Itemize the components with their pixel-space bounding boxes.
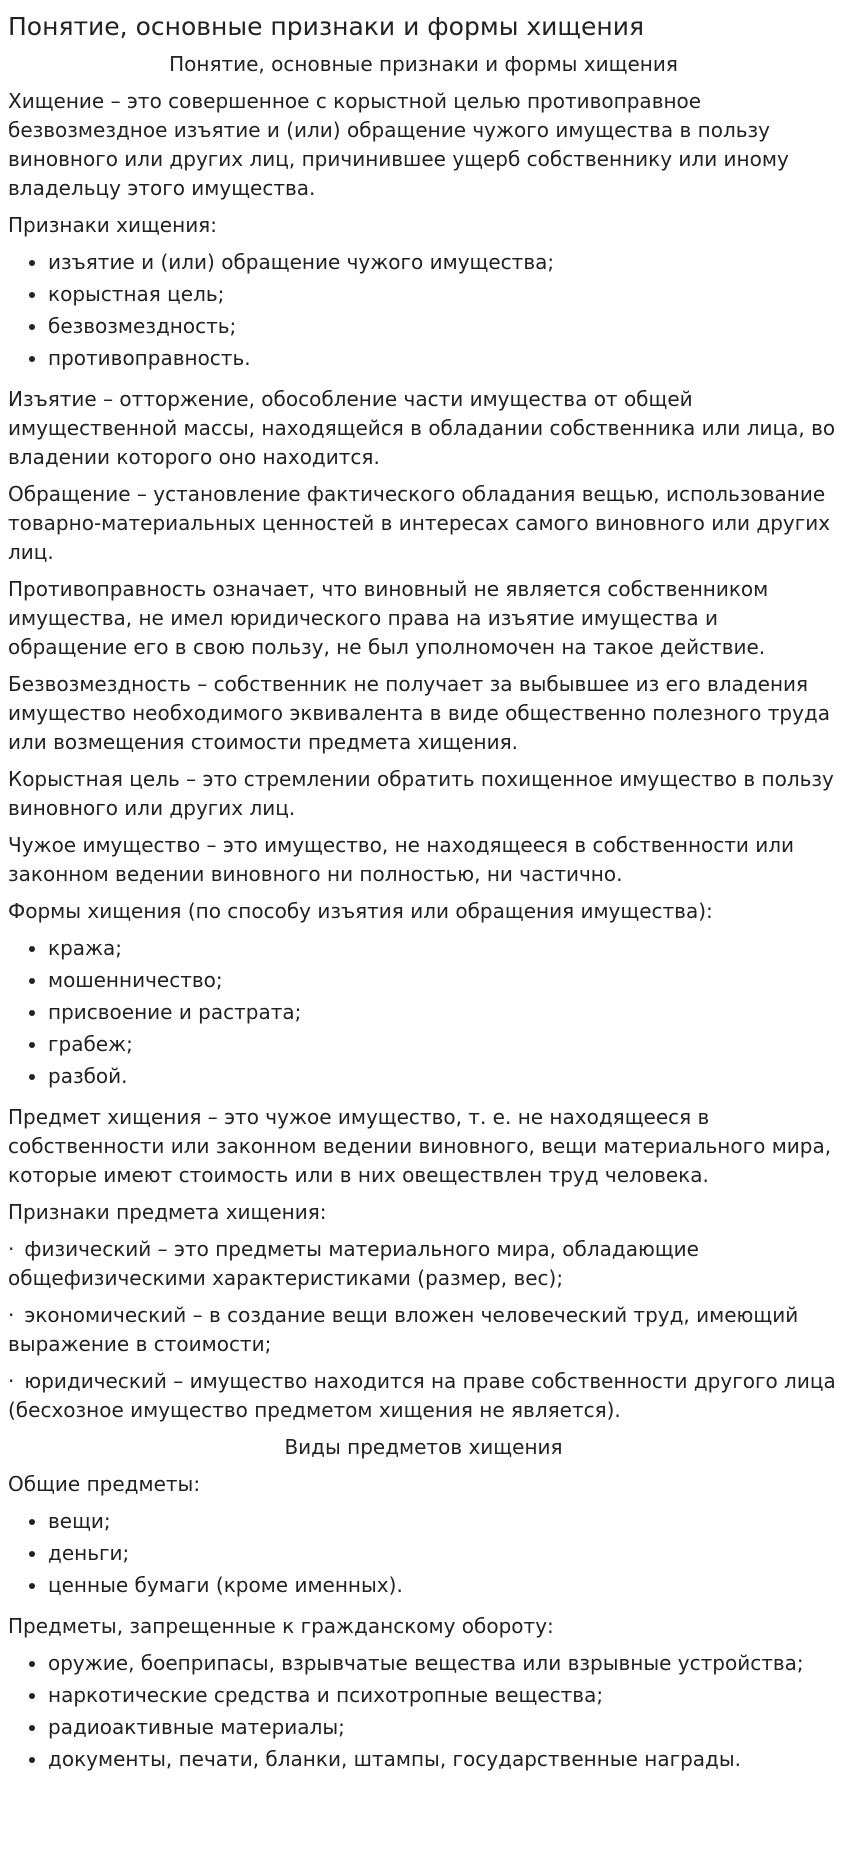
list-item: • мошенничество; xyxy=(48,966,839,995)
bullet-dot: · xyxy=(8,1237,15,1261)
signs-list xyxy=(8,248,839,373)
definition-paragraph: Хищение – это совершенное с корыстной целью противоправное безвозмездное изъятие и (или) обращение чужого имущества в пользу виновного или других лиц, причинившее ущерб собственнику или иному владельцу этого имущества. xyxy=(8,89,789,200)
list-item: • разбой. xyxy=(48,1062,839,1091)
signs-heading: Признаки хищения: xyxy=(8,213,217,237)
types-heading: Виды предметов хищения xyxy=(284,1435,563,1459)
paragraph-mercenary-goal: Корыстная цель – это стремлении обратить похищенное имущество в пользу виновного или других лиц. xyxy=(8,767,834,820)
list-item: • присвоение и растрата; xyxy=(48,998,839,1027)
list-item: • противоправность. xyxy=(48,344,839,373)
list-item: • изъятие и (или) обращение чужого имущества; xyxy=(48,248,839,277)
list-item: • кража; xyxy=(48,934,839,963)
list-item: • ценные бумаги (кроме именных). xyxy=(48,1571,839,1600)
paragraph-unlawfulness: Противоправность означает, что виновный не является собственником имущества, не имел юридического права на изъятие имущества и обращение его в свою пользу, не был уполномочен на такое действие. xyxy=(8,577,769,659)
subject-sign-text: юридический – имущество находится на праве собственности другого лица (бесхозное имущество предметом хищения не является). xyxy=(8,1369,836,1422)
page-title: Понятие, основные признаки и формы хищения xyxy=(8,12,644,41)
paragraph-foreign-property: Чужое имущество – это имущество, не находящееся в собственности или законном ведении виновного ни полностью, ни частично. xyxy=(8,833,795,886)
general-items-list xyxy=(8,1507,839,1600)
subject-definition: Предмет хищения – это чужое имущество, т. е. не находящееся в собственности или законном ведении виновного, вещи материального мира, которые имеют стоимость или в них овеществлен труд человека. xyxy=(8,1105,832,1187)
list-item: • документы, печати, бланки, штампы, государственные награды. xyxy=(48,1745,839,1774)
bullet-dot: · xyxy=(8,1369,15,1393)
list-item: • радиоактивные материалы; xyxy=(48,1713,839,1742)
forms-heading: Формы хищения (по способу изъятия или обращения имущества): xyxy=(8,899,713,923)
list-item: • грабеж; xyxy=(48,1030,839,1059)
paragraph-seizure: Изъятие – отторжение, обособление части имущества от общей имущественной массы, находящейся в обладании собственника или лица, во владении которого оно находится. xyxy=(8,387,836,469)
list-item: • корыстная цель; xyxy=(48,280,839,309)
list-item: • деньги; xyxy=(48,1539,839,1568)
subject-sign-text: физический – это предметы материального мира, обладающие общефизическими характеристиками (размер, вес); xyxy=(8,1237,699,1290)
forms-list xyxy=(8,934,839,1091)
paragraph-gratuitousness: Безвозмездность – собственник не получает за выбывшее из его владения имущество необходимого эквивалента в виде общественно полезного труда или возмещения стоимости предмета хищения. xyxy=(8,672,831,754)
section-subtitle: Понятие, основные признаки и формы хищения xyxy=(169,52,678,76)
prohibited-items-list xyxy=(8,1649,839,1774)
subject-sign-economic xyxy=(8,1301,839,1359)
bullet-dot: · xyxy=(8,1303,15,1327)
list-item: • оружие, боеприпасы, взрывчатые вещества или взрывные устройства; xyxy=(48,1649,839,1678)
list-item: • безвозмездность; xyxy=(48,312,839,341)
list-item: • наркотические средства и психотропные вещества; xyxy=(48,1681,839,1710)
subject-sign-legal xyxy=(8,1367,839,1425)
subject-signs-heading: Признаки предмета хищения: xyxy=(8,1200,327,1224)
general-heading: Общие предметы: xyxy=(8,1472,201,1496)
list-item: • вещи; xyxy=(48,1507,839,1536)
subject-sign-text: экономический – в создание вещи вложен человеческий труд, имеющий выражение в стоимости; xyxy=(8,1303,799,1356)
paragraph-conversion: Обращение – установление фактического обладания вещью, использование товарно-материальных ценностей в интересах самого виновного или других лиц. xyxy=(8,482,831,564)
subject-sign-physical xyxy=(8,1235,839,1293)
prohibited-heading: Предметы, запрещенные к гражданскому обороту: xyxy=(8,1614,554,1638)
